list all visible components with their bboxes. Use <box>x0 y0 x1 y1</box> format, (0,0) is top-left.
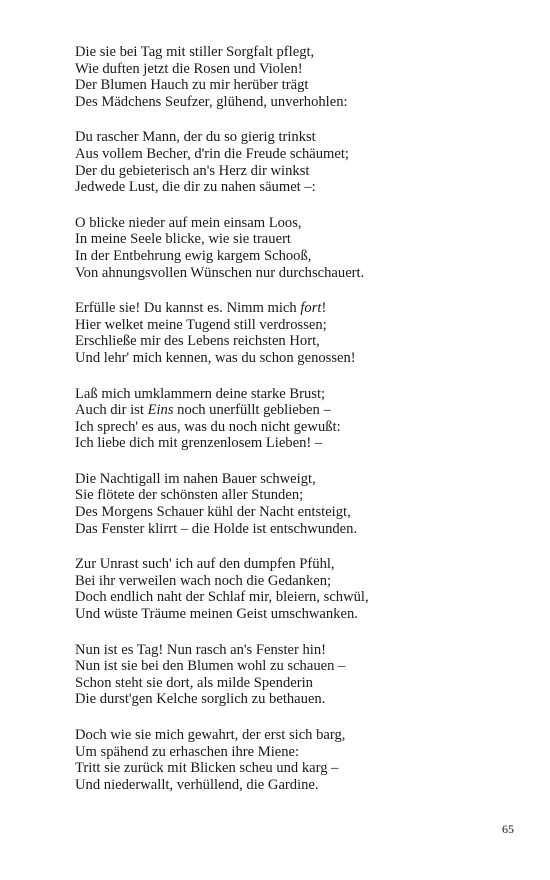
emphasized-text: Eins <box>147 402 174 419</box>
line-text: Von ahnungsvollen Wünschen nur durchschauert. <box>75 264 365 281</box>
line-text: Ich liebe dich mit grenzenlosem Lieben! – <box>75 435 323 452</box>
line-text: Nun ist es Tag! Nun rasch an's Fenster hin! <box>75 641 327 658</box>
line-text: Doch endlich naht der Schlaf mir, bleiern, schwül, <box>75 589 369 606</box>
line-text: Laß mich umklammern deine starke Brust; <box>75 385 326 402</box>
poem-line <box>75 675 515 692</box>
poem-line <box>75 317 515 334</box>
line-text: Die durst'gen Kelche sorglich zu bethauen. <box>75 691 326 708</box>
stanza <box>75 642 515 708</box>
line-text: noch unerfüllt geblieben – <box>173 402 331 419</box>
poem-line <box>75 248 515 265</box>
line-text: Das Fenster klirrt – die Holde ist entschwunden. <box>75 520 358 537</box>
poem-line <box>75 402 515 419</box>
line-text: Wie duften jetzt die Rosen und Violen! <box>75 60 303 77</box>
poem-line <box>75 504 515 521</box>
line-text: In meine Seele blicke, wie sie trauert <box>75 231 291 248</box>
stanza <box>75 215 515 281</box>
line-text: Ich sprech' es aus, was du noch nicht gewußt: <box>75 418 341 435</box>
line-text: Bei ihr verweilen wach noch die Gedanken; <box>75 572 332 589</box>
stanza <box>75 44 515 110</box>
poem-line <box>75 760 515 777</box>
line-text: Des Mädchens Seufzer, glühend, unverhohlen: <box>75 93 348 110</box>
poem-line <box>75 487 515 504</box>
poem-line <box>75 77 515 94</box>
poem-line <box>75 573 515 590</box>
poem-line <box>75 44 515 61</box>
line-text: Die Nachtigall im nahen Bauer schweigt, <box>75 470 316 487</box>
line-text: Jedwede Lust, die dir zu nahen säumet –: <box>75 179 316 196</box>
poem-body <box>75 44 515 812</box>
poem-line <box>75 777 515 794</box>
poem-line <box>75 333 515 350</box>
line-text: Und niederwallt, verhüllend, die Gardine. <box>75 776 319 793</box>
emphasized-text: fort <box>300 300 322 317</box>
line-text: O blicke nieder auf mein einsam Loos, <box>75 214 302 231</box>
poem-line <box>75 471 515 488</box>
poem-line <box>75 727 515 744</box>
line-text: Der du gebieterisch an's Herz dir winkst <box>75 162 310 179</box>
line-text: Doch wie sie mich gewahrt, der erst sich barg, <box>75 727 346 743</box>
line-text: In der Entbehrung ewig kargem Schooß, <box>75 247 312 264</box>
poem-line <box>75 691 515 708</box>
line-text: Und lehr' mich kennen, was du schon genossen! <box>75 349 356 366</box>
line-text: Schon steht sie dort, als milde Spenderin <box>75 674 313 691</box>
line-text: Die sie bei Tag mit stiller Sorgfalt pflegt, <box>75 44 315 60</box>
line-text: Zur Unrast such' ich auf den dumpfen Pfühl, <box>75 556 335 573</box>
stanza <box>75 386 515 452</box>
poem-line <box>75 350 515 367</box>
stanza <box>75 727 515 793</box>
stanza <box>75 471 515 537</box>
line-text: Du rascher Mann, der du so gierig trinkst <box>75 129 316 146</box>
page-number: 65 <box>502 822 514 836</box>
poem-line <box>75 642 515 659</box>
line-text: Nun ist sie bei den Blumen wohl zu schauen – <box>75 658 346 675</box>
poem-line <box>75 419 515 436</box>
line-text: Aus vollem Becher, d'rin die Freude schäumet; <box>75 145 349 162</box>
poem-line <box>75 265 515 282</box>
stanza <box>75 300 515 366</box>
line-text: Und wüste Träume meinen Geist umschwanken. <box>75 606 358 623</box>
line-text: Tritt sie zurück mit Blicken scheu und karg – <box>75 760 339 777</box>
line-text: ! <box>321 300 327 317</box>
poem-line <box>75 94 515 111</box>
poem-line <box>75 300 515 317</box>
poem-line <box>75 231 515 248</box>
line-text: Hier welket meine Tugend still verdrossen; <box>75 316 327 333</box>
line-text: Des Morgens Schauer kühl der Nacht entsteigt, <box>75 504 351 521</box>
line-text: Auch dir ist <box>75 402 148 419</box>
line-text: Erfülle sie! Du kannst es. Nimm mich <box>75 300 301 317</box>
poem-line <box>75 146 515 163</box>
line-text: Der Blumen Hauch zu mir herüber trägt <box>75 77 309 94</box>
poem-line <box>75 589 515 606</box>
poem-line <box>75 386 515 403</box>
poem-line <box>75 606 515 623</box>
poem-line <box>75 744 515 761</box>
poem-line <box>75 521 515 538</box>
poem-line <box>75 179 515 196</box>
poem-line <box>75 61 515 78</box>
poem-line <box>75 163 515 180</box>
line-text: Sie flötete der schönsten aller Stunden; <box>75 487 304 504</box>
line-text: Erschließe mir des Lebens reichsten Hort, <box>75 333 320 350</box>
poem-line <box>75 658 515 675</box>
line-text: Um spähend zu erhaschen ihre Miene: <box>75 743 300 760</box>
stanza <box>75 129 515 195</box>
poem-line <box>75 215 515 232</box>
poem-line <box>75 129 515 146</box>
stanza <box>75 556 515 622</box>
poem-line <box>75 556 515 573</box>
poem-line <box>75 435 515 452</box>
